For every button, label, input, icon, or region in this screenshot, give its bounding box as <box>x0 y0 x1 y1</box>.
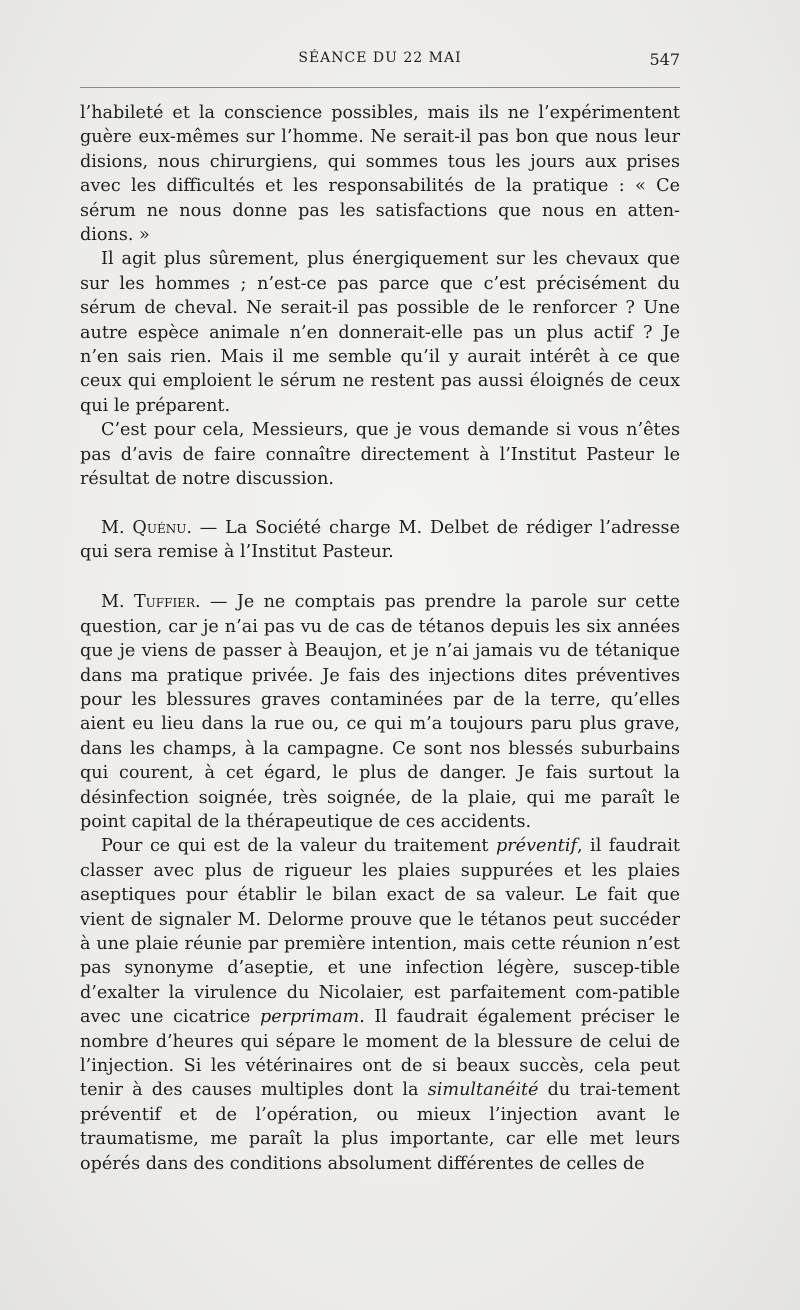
speaker-name: Tuffier <box>133 592 195 613</box>
text-run: . Il faudrait également préciser le nombre d’heures qui sépare le moment de la blessure de celui de l’injection. Si les vétérinaires ont de si beaux succès, cela peut tenir à des causes multiples dont la <box>80 1007 680 1101</box>
paragraph <box>80 590 680 834</box>
body-text <box>80 101 680 1176</box>
paragraph <box>80 247 680 418</box>
header-rule <box>80 87 680 88</box>
text-run: M. <box>101 592 134 613</box>
italic-term: perprimam <box>259 1007 360 1028</box>
paragraph <box>80 418 680 491</box>
text-run: M. <box>101 517 133 538</box>
running-header <box>80 50 680 72</box>
paragraph <box>80 834 680 1176</box>
text-run: C’est pour cela, Messieurs, que je vous demande si vous n’êtes pas d’avis de faire connaître directement à l’Institut Pasteur le résultat de notre discussion. <box>80 420 680 490</box>
text-run: du trai-tement préventif et de l’opération, ou mieux l’injection avant le traumatisme, me paraît la plus importante, car elle met leurs opérés dans des conditions absolument différentes de celles de <box>80 1080 680 1174</box>
header-title: SÉANCE DU 22 MAI <box>298 50 462 66</box>
page-number: 547 <box>649 50 680 69</box>
text-run: , il faudrait classer avec plus de rigueur les plaies suppurées et les plaies aseptiques pour établir le bilan exact de sa valeur. Le fait que vient de signaler M. Delorme prouve que le tétanos peut succéder à une plaie réunie par première intention, mais cette réunion n’est pas synonyme d’aseptie, et une infection légère, suscep-tible d’exalter la virulence du Nicolaier, est parfaitement com-patible avec une cicatrice <box>80 836 680 1028</box>
italic-term: simultanéité <box>427 1080 539 1101</box>
text-run: . — Je ne comptais pas prendre la parole sur cette question, car je n’ai pas vu de cas de tétanos depuis les six années que je viens de passer à Beaujon, et je n’ai jamais vu de tétanique dans ma pratique privée. Je fais des injections dites préventives pour les blessures graves contaminées par de la terre, qu’elles aient eu lieu dans la rue ou, ce qui m’a toujours paru plus grave, dans les champs, à la campagne. Ce sont nos blessés suburbains qui courent, à cet égard, le plus de danger. Je fais surtout la désinfection soignée, très soignée, de la plaie, qui me paraît le point capital de la thérapeutique de ces accidents. <box>80 592 680 832</box>
italic-term: préventif <box>496 836 577 857</box>
text-run: Pour ce qui est de la valeur du traitement <box>101 836 496 857</box>
text-run: Il agit plus sûrement, plus énergiquement sur les chevaux que sur les hommes ; n’est-ce pas parce que c’est précisément du sérum de cheval. Ne serait-il pas possible de le renforcer ? Une autre espèce animale n’en donnerait-elle pas un plus actif ? Je n’en sais rien. Mais il me semble qu’il y aurait intérêt à ce que ceux qui emploient le sérum ne restent pas aussi éloignés de ceux qui le préparent. <box>80 249 680 416</box>
text-run: . — La Société charge M. Delbet de rédiger l’adresse qui sera remise à l’Institut Pasteur. <box>80 517 680 562</box>
speaker-name: Quénu <box>132 517 187 538</box>
paragraph <box>80 101 680 247</box>
text-run: l’habileté et la conscience possibles, mais ils ne l’expérimentent guère eux-mêmes sur l’homme. Ne serait-il pas bon que nous leur disions, nous chirurgiens, qui sommes tous les jours aux prises avec les difficultés et les responsabilités de la pratique : « Ce sérum ne nous donne pas les satisfactions que nous en atten-dions. » <box>80 103 680 246</box>
paragraph <box>80 516 680 565</box>
